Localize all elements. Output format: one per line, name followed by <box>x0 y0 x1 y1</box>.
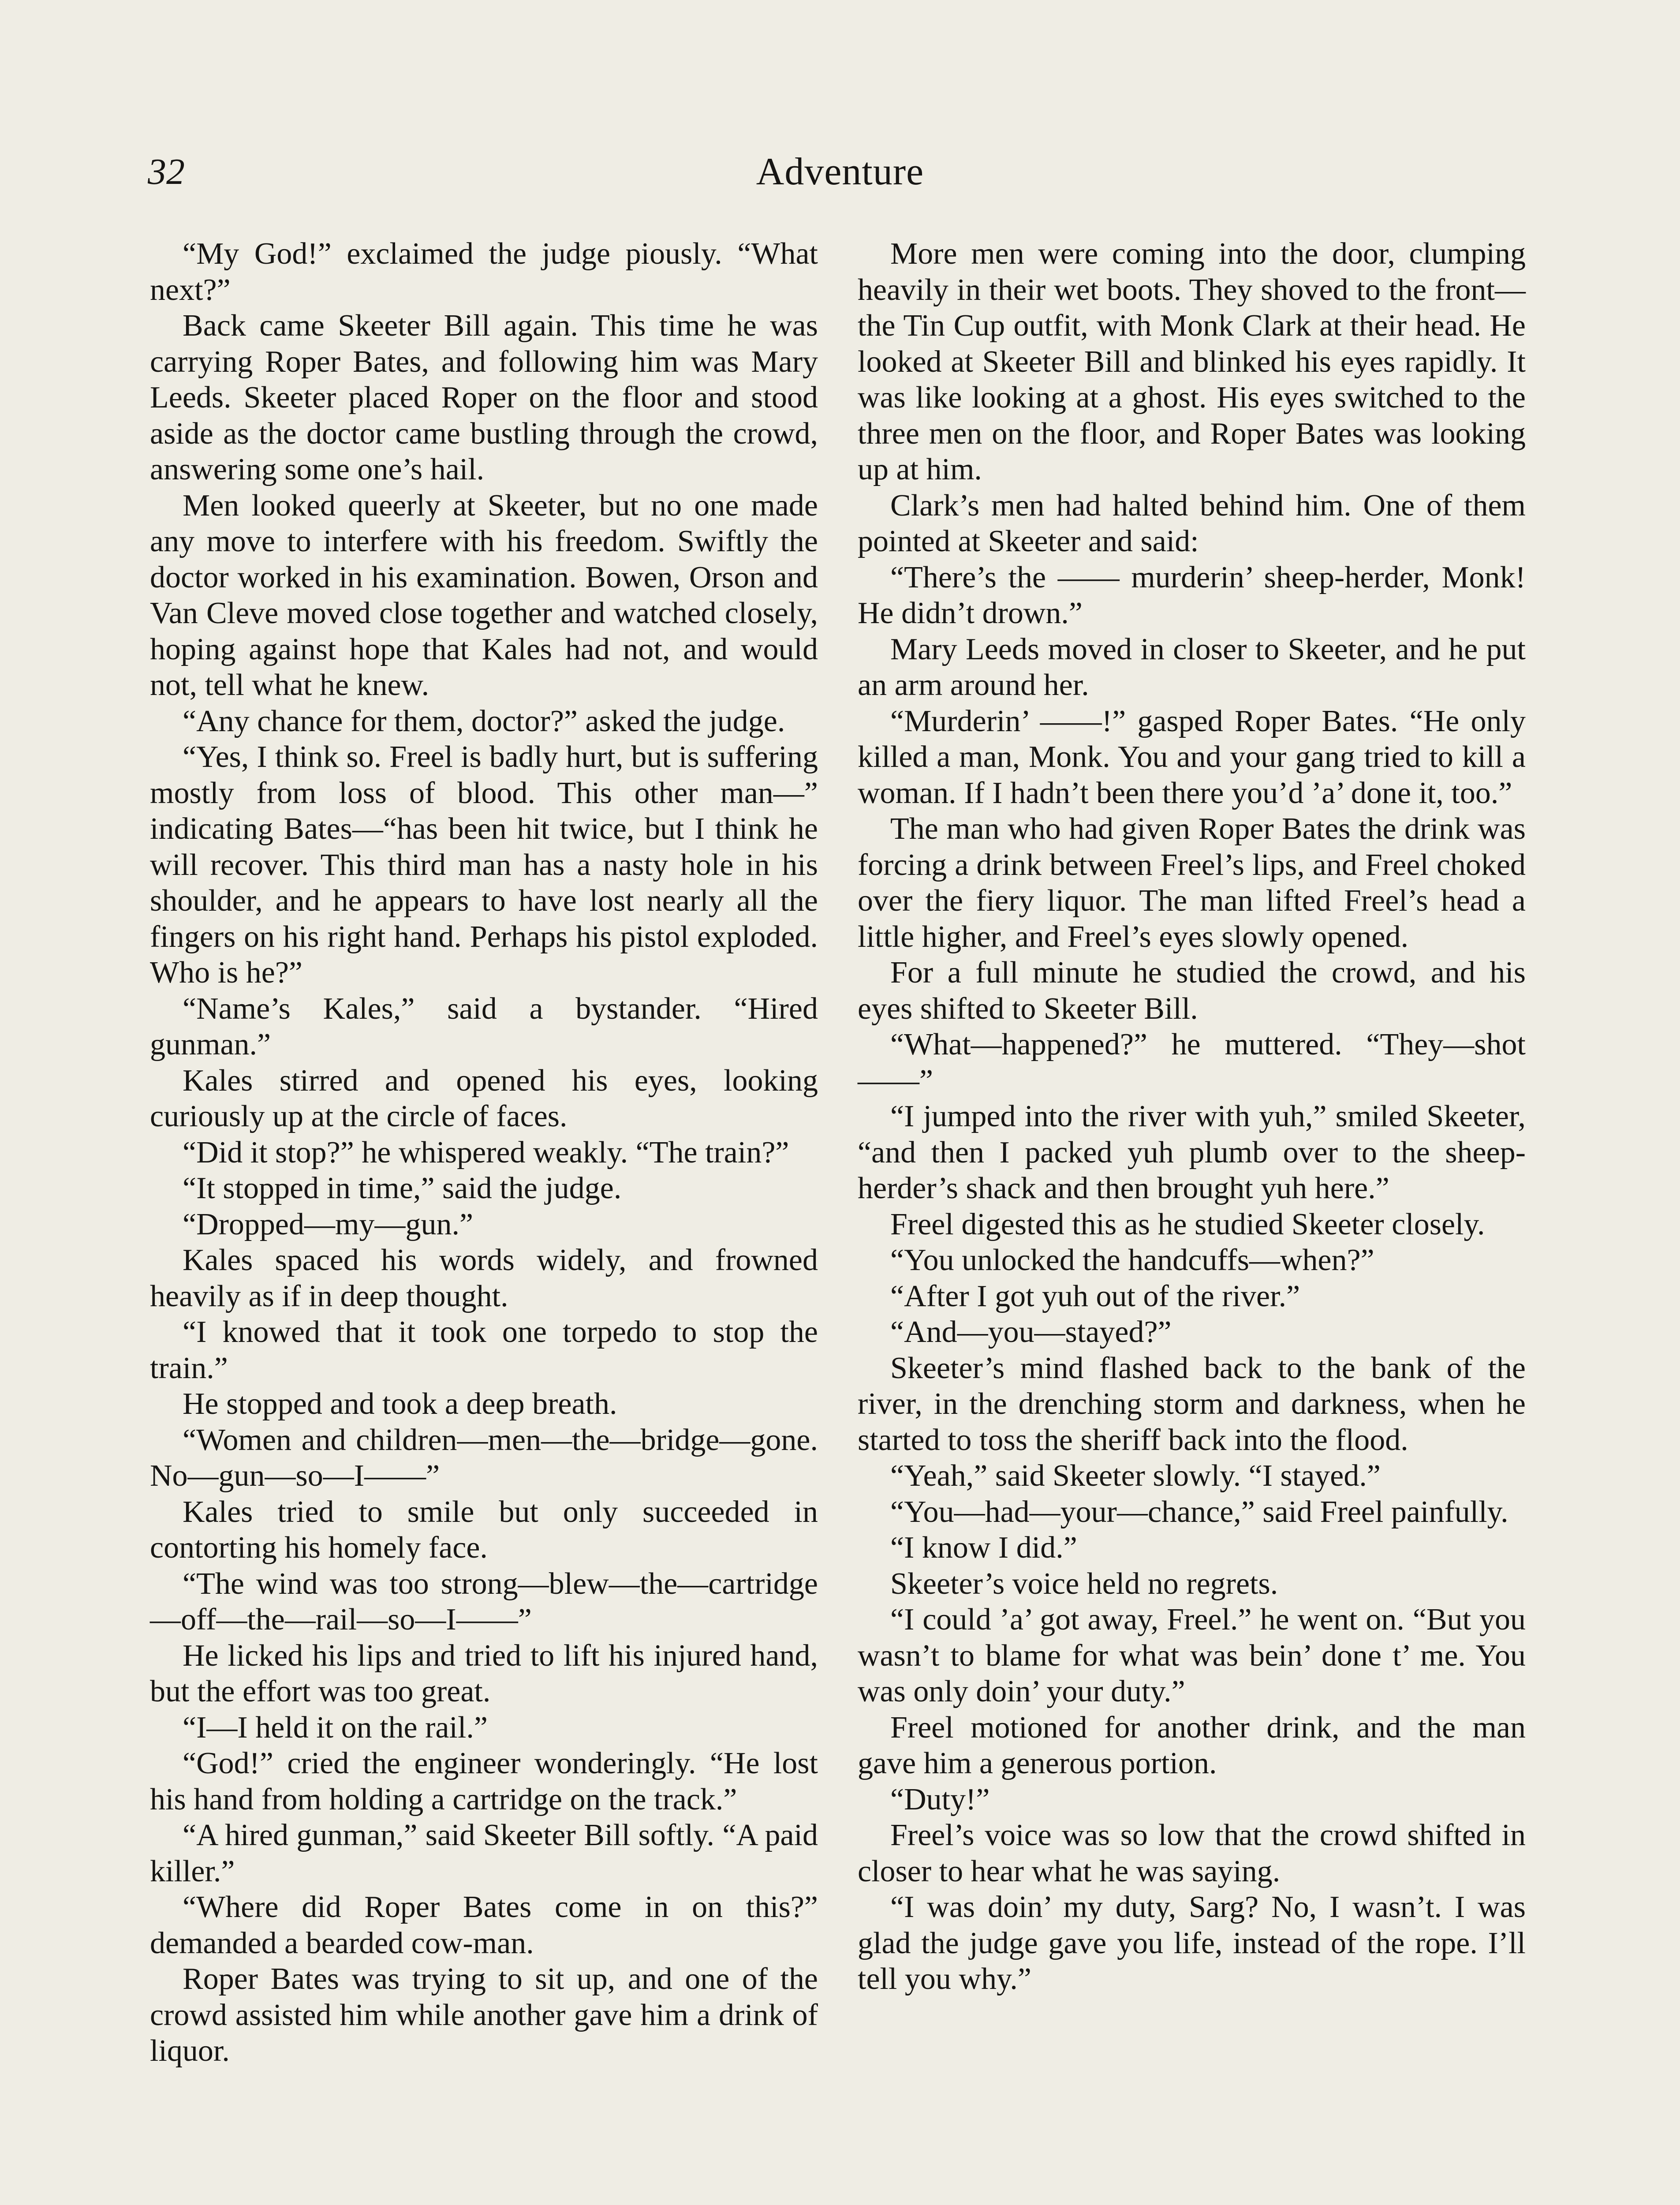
paragraph: For a full minute he studied the crowd, and his eyes shifted to Skeeter Bill. <box>858 956 1526 1026</box>
paragraph: “After I got yuh out of the river.” <box>890 1279 1300 1313</box>
paragraph: “Yes, I think so. Freel is badly hurt, but is suffering mostly from loss of blood. This other man—” indicating Bates—“has been hit twice, but I think he will recover. This third man has a nasty hole in his shoulder, and he appears to have lost nearly all the fingers on his right hand. Perhaps his pistol exploded. Who is he?” <box>150 740 818 990</box>
paragraph: “You unlocked the handcuffs—when?” <box>890 1243 1374 1277</box>
paragraph: “A hired gunman,” said Skeeter Bill softly. “A paid killer.” <box>150 1818 818 1888</box>
left-text-column <box>150 236 818 2069</box>
paragraph: Freel’s voice was so low that the crowd shifted in closer to hear what he was saying. <box>858 1818 1526 1888</box>
paragraph: Kales tried to smile but only succeeded in contorting his homely face. <box>150 1495 818 1565</box>
paragraph: He licked his lips and tried to lift his injured hand, but the effort was too great. <box>150 1638 818 1708</box>
paragraph: “My God!” exclaimed the judge piously. “What next?” <box>150 237 818 307</box>
paragraph: “I—I held it on the rail.” <box>183 1710 488 1745</box>
paragraph: “It stopped in time,” said the judge. <box>183 1171 622 1205</box>
page-number: 32 <box>148 151 185 192</box>
paragraph: “God!” cried the engineer wonderingly. “He lost his hand from holding a cartridge on the track.” <box>150 1746 818 1816</box>
right-text-column <box>858 236 1526 1997</box>
paragraph: “I know I did.” <box>890 1531 1077 1565</box>
paragraph: “Murderin’ ——!” gasped Roper Bates. “He only killed a man, Monk. You and your gang tried to kill a woman. If I hadn’t been there you’d ’a’ done it, too.” <box>858 704 1526 810</box>
paragraph: The man who had given Roper Bates the drink was forcing a drink between Freel’s lips, and Freel choked over the fiery liquor. The man lifted Freel’s head a little higher, and Freel’s eyes slowly opened. <box>858 812 1526 954</box>
paragraph: “I knowed that it took one torpedo to stop the train.” <box>150 1315 818 1385</box>
paragraph: “I could ’a’ got away, Freel.” he went on. “But you wasn’t to blame for what was bein’ done t’ me. You was only doin’ your duty.” <box>858 1603 1526 1708</box>
page-header <box>148 146 1532 198</box>
paragraph: Roper Bates was trying to sit up, and one of the crowd assisted him while another gave him a drink of liquor. <box>150 1962 818 2068</box>
paragraph: “Did it stop?” he whispered weakly. “The train?” <box>183 1135 789 1170</box>
paragraph: Back came Skeeter Bill again. This time he was carrying Roper Bates, and following him was Mary Leeds. Skeeter placed Roper on the floor and stood aside as the doctor came bustling through the crowd, answering some one’s hail. <box>150 309 818 486</box>
paragraph: “Women and children—men—the—bridge—gone. No—gun—so—I——” <box>150 1423 818 1493</box>
paragraph: Skeeter’s voice held no regrets. <box>890 1566 1278 1601</box>
paragraph: “What—happened?” he muttered. “They—shot——” <box>858 1028 1526 1098</box>
paragraph: He stopped and took a deep breath. <box>183 1387 617 1421</box>
paragraph: Kales spaced his words widely, and frowned heavily as if in deep thought. <box>150 1243 818 1313</box>
paragraph: Freel motioned for another drink, and the man gave him a generous portion. <box>858 1710 1526 1780</box>
paragraph: “Yeah,” said Skeeter slowly. “I stayed.” <box>890 1459 1381 1493</box>
paragraph: Mary Leeds moved in closer to Skeeter, and he put an arm around her. <box>858 632 1526 702</box>
paragraph: “Duty!” <box>890 1782 990 1816</box>
paragraph: “Where did Roper Bates come in on this?” demanded a bearded cow-man. <box>150 1890 818 1960</box>
paragraph: “Any chance for them, doctor?” asked the judge. <box>183 704 785 738</box>
paragraph: “I jumped into the river with yuh,” smiled Skeeter, “and then I packed yuh plumb over to the sheep-herder’s shack and then brought yuh here.” <box>858 1099 1526 1205</box>
running-title: Adventure <box>756 150 924 193</box>
paragraph: “The wind was too strong—blew—the—cartridge—off—the—rail—so—I——” <box>150 1566 818 1637</box>
paragraph: “Dropped—my—gun.” <box>183 1207 474 1241</box>
paragraph: “And—you—stayed?” <box>890 1315 1172 1349</box>
paragraph: More men were coming into the door, clumping heavily in their wet boots. They shoved to the front—the Tin Cup outfit, with Monk Clark at their head. He looked at Skeeter Bill and blinked his eyes rapidly. It was like looking at a ghost. His eyes switched to the three men on the floor, and Roper Bates was looking up at him. <box>858 237 1526 486</box>
paragraph: “Name’s Kales,” said a bystander. “Hired gunman.” <box>150 991 818 1061</box>
paragraph: Skeeter’s mind flashed back to the bank of the river, in the drenching storm and darkness, when he started to toss the sheriff back into the flood. <box>858 1351 1526 1457</box>
paragraph: Kales stirred and opened his eyes, looking curiously up at the circle of faces. <box>150 1063 818 1133</box>
paragraph: “There’s the —— murderin’ sheep-herder, Monk! He didn’t drown.” <box>858 560 1526 630</box>
paragraph: Freel digested this as he studied Skeeter closely. <box>890 1207 1485 1241</box>
paragraph: “I was doin’ my duty, Sarg? No, I wasn’t. I was glad the judge gave you life, instead of the rope. I’ll tell you why.” <box>858 1890 1526 1996</box>
paragraph: “You—had—your—chance,” said Freel painfully. <box>890 1495 1508 1529</box>
paragraph: Clark’s men had halted behind him. One of them pointed at Skeeter and said: <box>858 488 1526 558</box>
paragraph: Men looked queerly at Skeeter, but no one made any move to interfere with his freedom. Swiftly the doctor worked in his examination. Bowen, Orson and Van Cleve moved close together and watched closely, hoping against hope that Kales had not, and would not, tell what he knew. <box>150 488 818 702</box>
